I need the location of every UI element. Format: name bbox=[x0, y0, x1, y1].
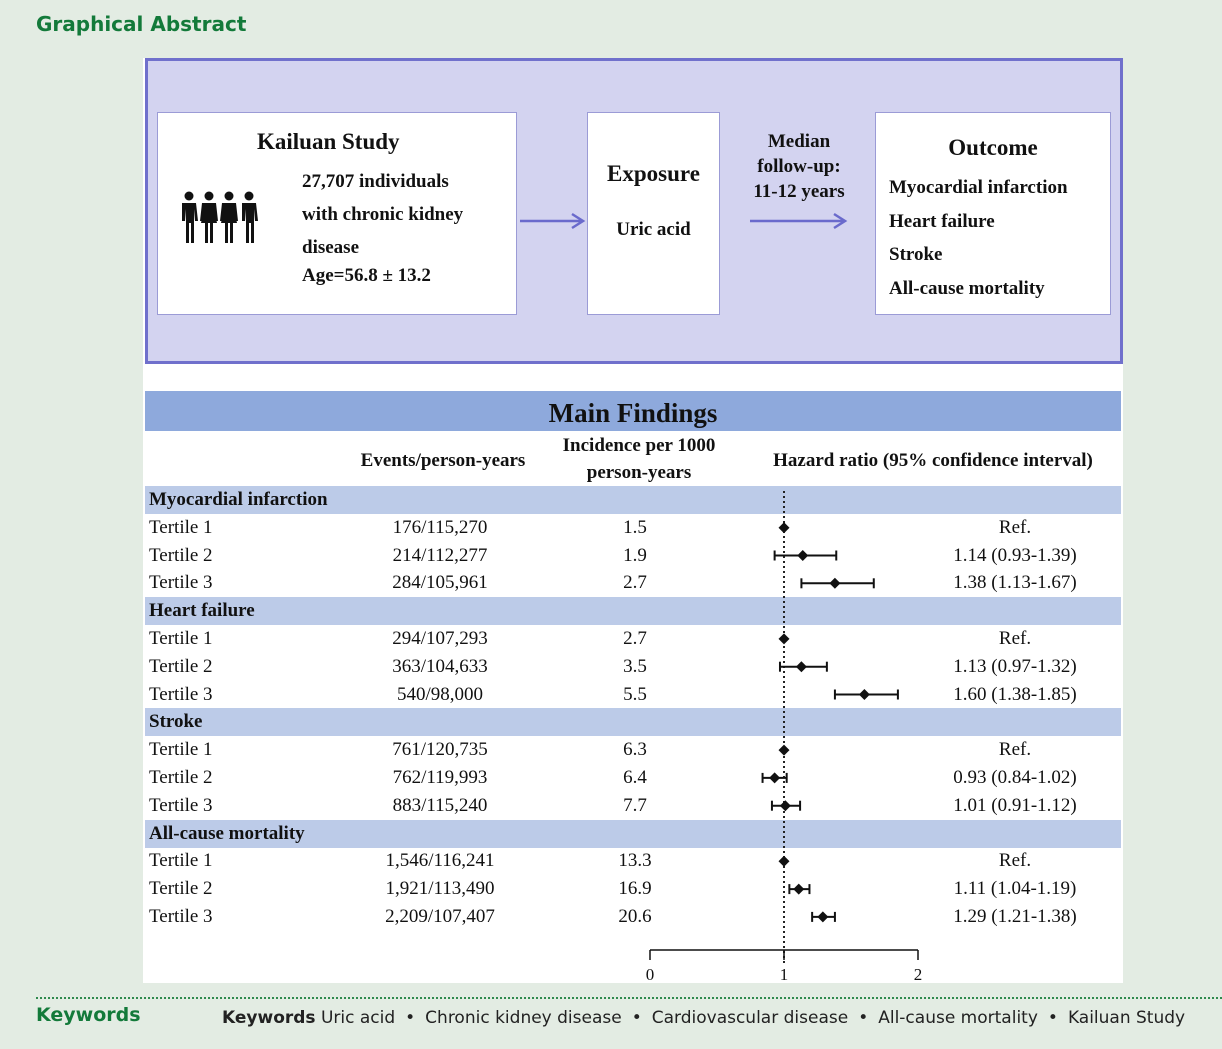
incidence-cell: 20.6 bbox=[618, 906, 652, 927]
incidence-cell: 2.7 bbox=[623, 572, 647, 594]
tertile-label: Tertile 1 bbox=[149, 739, 213, 761]
outcome-item: Heart failure bbox=[889, 210, 995, 232]
exposure-title: Exposure bbox=[607, 161, 700, 186]
keywords-line bbox=[222, 1008, 1185, 1028]
study-line: with chronic kidney bbox=[302, 204, 464, 225]
keywords-inline-label: Keywords bbox=[222, 1008, 316, 1028]
main-findings-title: Main Findings bbox=[145, 391, 1121, 431]
tertile-label: Tertile 1 bbox=[149, 516, 213, 538]
hazard-ratio-cell: 1.60 (1.38-1.85) bbox=[953, 683, 1077, 705]
hazard-point bbox=[779, 633, 790, 644]
incidence-cell: 6.4 bbox=[623, 767, 647, 788]
hazard-point bbox=[779, 856, 790, 867]
hazard-point bbox=[817, 911, 828, 922]
tertile-label: Tertile 1 bbox=[149, 628, 213, 649]
hazard-point bbox=[797, 550, 808, 561]
section-label: Myocardial infarction bbox=[149, 489, 328, 510]
tertile-label: Tertile 3 bbox=[149, 683, 213, 705]
keyword: Uric acid bbox=[320, 1008, 396, 1028]
keyword: Kailuan Study bbox=[1067, 1008, 1186, 1028]
incidence-cell: 2.7 bbox=[623, 628, 647, 649]
hazard-point bbox=[779, 522, 790, 533]
tertile-label: Tertile 2 bbox=[149, 544, 213, 566]
study-age: Age=56.8 ± 13.2 bbox=[302, 265, 431, 286]
hazard-point bbox=[780, 800, 791, 811]
keyword-separator: • bbox=[1047, 1008, 1058, 1028]
incidence-cell: 1.5 bbox=[623, 516, 647, 538]
hazard-ratio-cell: 1.01 (0.91-1.12) bbox=[953, 794, 1077, 816]
events-cell: 214/112,277 bbox=[392, 544, 488, 566]
tertile-label: Tertile 2 bbox=[149, 767, 213, 788]
keywords-label: Keywords bbox=[36, 1004, 141, 1026]
tertile-label: Tertile 3 bbox=[149, 906, 213, 927]
section-label: All-cause mortality bbox=[149, 822, 305, 844]
incidence-cell: 16.9 bbox=[618, 878, 652, 900]
forest-plot bbox=[143, 58, 1123, 983]
x-tick-label: 0 bbox=[645, 965, 655, 983]
incidence-cell: 5.5 bbox=[623, 683, 647, 705]
followup-line: 11-12 years bbox=[753, 181, 845, 202]
x-tick-label: 2 bbox=[913, 965, 923, 983]
incidence-header-line: person-years bbox=[586, 462, 692, 483]
incidence-cell: 13.3 bbox=[618, 850, 652, 872]
hazard-ratio-cell: 1.29 (1.21-1.38) bbox=[953, 906, 1077, 927]
events-header: Events/person-years bbox=[360, 450, 526, 471]
graphical-abstract-panel bbox=[143, 58, 1123, 983]
keyword: Chronic kidney disease bbox=[425, 1008, 622, 1028]
hazard-ratio-cell: Ref. bbox=[998, 628, 1032, 649]
tertile-label: Tertile 1 bbox=[149, 850, 213, 872]
events-cell: 363/104,633 bbox=[392, 655, 488, 677]
study-line: disease bbox=[302, 237, 359, 258]
events-cell: 284/105,961 bbox=[392, 572, 488, 594]
hazard-ratio-cell: 1.14 (0.93-1.39) bbox=[953, 544, 1077, 566]
events-cell: 2,209/107,407 bbox=[385, 906, 495, 927]
exposure-text: Uric acid bbox=[616, 219, 691, 240]
tertile-label: Tertile 2 bbox=[149, 878, 213, 900]
section-label: Heart failure bbox=[149, 600, 255, 622]
graphical-abstract-heading: Graphical Abstract bbox=[36, 12, 247, 36]
incidence-cell: 7.7 bbox=[623, 794, 647, 816]
events-cell: 762/119,993 bbox=[392, 767, 488, 788]
hazard-header: Hazard ratio (95% confidence interval) bbox=[773, 450, 1093, 471]
tertile-label: Tertile 2 bbox=[149, 655, 213, 677]
followup-line: Median bbox=[767, 131, 831, 152]
events-cell: 540/98,000 bbox=[396, 683, 484, 705]
study-line: 27,707 individuals bbox=[302, 171, 449, 192]
outcome-item: Myocardial infarction bbox=[889, 177, 1068, 198]
hazard-point bbox=[793, 884, 804, 895]
events-cell: 294/107,293 bbox=[392, 628, 488, 649]
hazard-point bbox=[859, 689, 870, 700]
hazard-point bbox=[796, 661, 807, 672]
tertile-label: Tertile 3 bbox=[149, 794, 213, 816]
keyword: Cardiovascular disease bbox=[651, 1008, 849, 1028]
outcome-title: Outcome bbox=[948, 135, 1038, 160]
study-title: Kailuan Study bbox=[257, 129, 400, 154]
hazard-ratio-cell: 1.13 (0.97-1.32) bbox=[953, 655, 1077, 677]
x-tick-label: 1 bbox=[779, 965, 789, 983]
events-cell: 1,921/113,490 bbox=[385, 878, 495, 900]
events-cell: 761/120,735 bbox=[392, 739, 488, 761]
incidence-cell: 1.9 bbox=[623, 544, 647, 566]
outcome-item: Stroke bbox=[889, 244, 943, 265]
events-cell: 883/115,240 bbox=[392, 794, 488, 816]
incidence-header-line: Incidence per 1000 bbox=[562, 435, 716, 456]
keywords-divider bbox=[36, 997, 1222, 999]
incidence-cell: 3.5 bbox=[623, 655, 647, 677]
tertile-label: Tertile 3 bbox=[149, 572, 213, 594]
events-cell: 1,546/116,241 bbox=[385, 850, 495, 872]
section-label: Stroke bbox=[149, 711, 203, 733]
keyword-separator: • bbox=[858, 1008, 869, 1028]
outcome-item: All-cause mortality bbox=[889, 277, 1045, 299]
keyword: All-cause mortality bbox=[878, 1008, 1038, 1028]
hazard-point bbox=[829, 578, 840, 589]
hazard-ratio-cell: Ref. bbox=[998, 850, 1032, 872]
hazard-ratio-cell: 1.38 (1.13-1.67) bbox=[953, 572, 1077, 594]
followup-line: follow-up: bbox=[757, 156, 841, 177]
hazard-ratio-cell: 1.11 (1.04-1.19) bbox=[953, 878, 1077, 900]
events-cell: 176/115,270 bbox=[392, 516, 488, 538]
keyword-separator: • bbox=[405, 1008, 416, 1028]
hazard-ratio-cell: 0.93 (0.84-1.02) bbox=[953, 767, 1077, 788]
hazard-ratio-cell: Ref. bbox=[998, 516, 1032, 538]
hazard-ratio-cell: Ref. bbox=[998, 739, 1032, 761]
hazard-point bbox=[779, 745, 790, 756]
incidence-cell: 6.3 bbox=[623, 739, 647, 761]
keyword-separator: • bbox=[631, 1008, 642, 1028]
hazard-point bbox=[769, 772, 780, 783]
